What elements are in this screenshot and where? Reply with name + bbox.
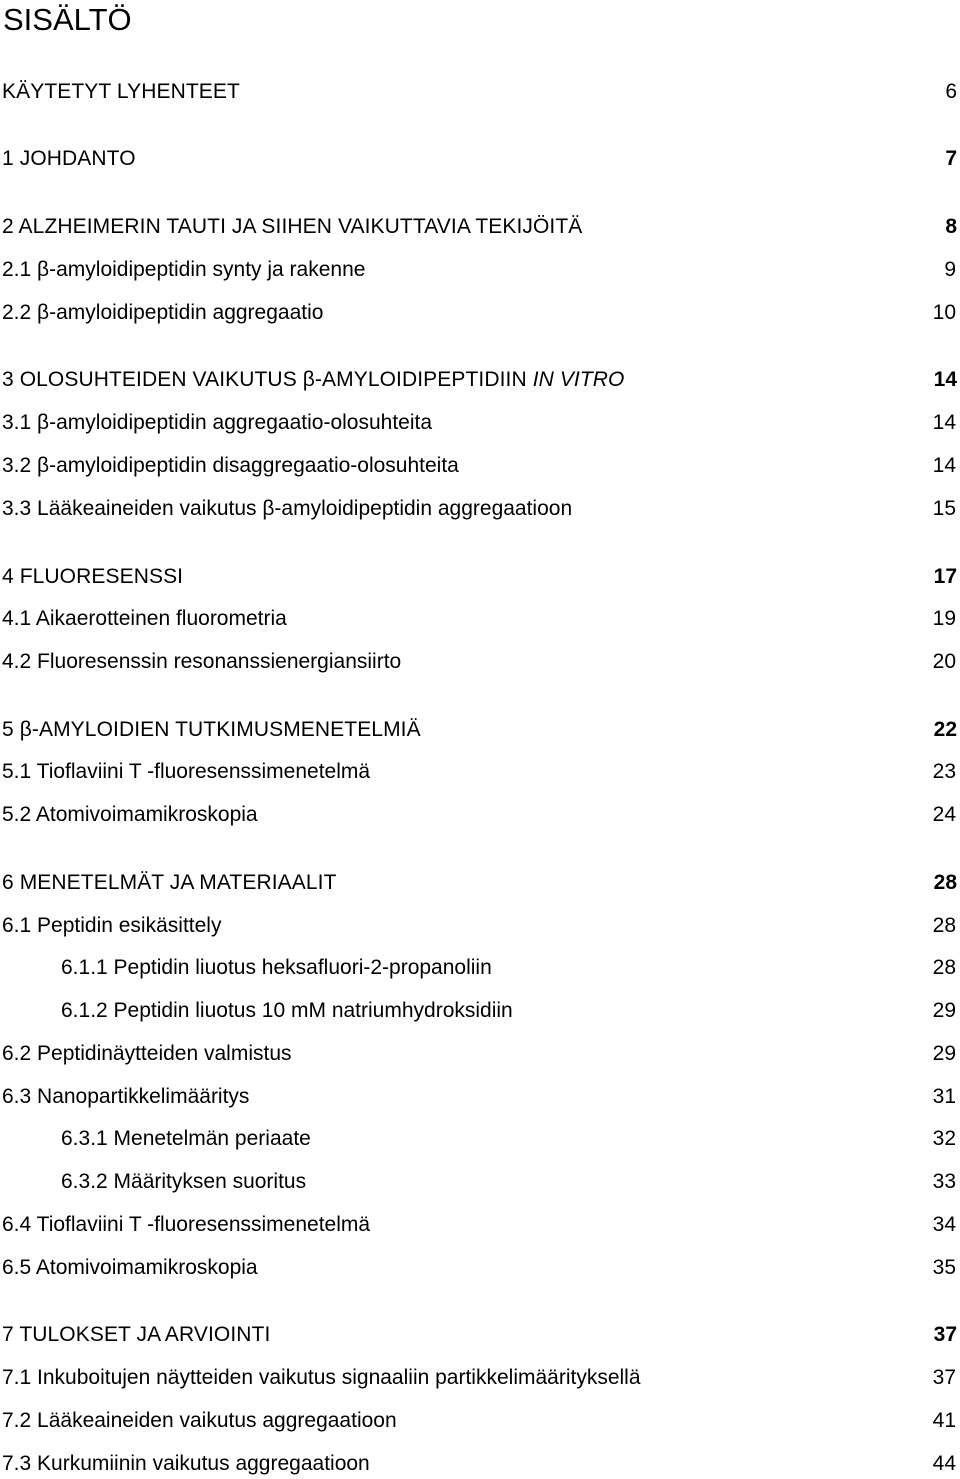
toc-page-number: 41 bbox=[932, 1409, 956, 1432]
toc-chapter-entry bbox=[0, 869, 960, 897]
toc-entry-title bbox=[2, 145, 136, 173]
toc-page-number: 28 bbox=[933, 871, 957, 894]
toc-page-number: 24 bbox=[932, 803, 956, 826]
toc-section-entry bbox=[0, 1168, 960, 1196]
toc-entry-title bbox=[2, 716, 421, 744]
toc-section-entry bbox=[0, 409, 960, 437]
toc-page-number: 28 bbox=[932, 956, 956, 979]
toc-entry-title-text: 3.3 Lääkeaineiden vaikutus β-amyloidipeptidin aggregaatioon bbox=[2, 497, 573, 520]
toc-page-number: 37 bbox=[933, 1323, 957, 1346]
toc-entry-title bbox=[2, 869, 337, 897]
toc-entry-title-text: 5.2 Atomivoimamikroskopia bbox=[2, 803, 258, 826]
toc-entry-title bbox=[2, 912, 221, 940]
toc-entry-title bbox=[2, 1083, 249, 1111]
toc-page-number: 7 bbox=[945, 147, 957, 170]
toc-entry-title-text: 4.2 Fluoresenssin resonanssienergiansiirto bbox=[2, 650, 402, 673]
toc-section-entry bbox=[0, 648, 960, 676]
toc-entry-title-text: 7.1 Inkuboitujen näytteiden vaikutus signaaliin partikkelimäärityksellä bbox=[2, 1366, 641, 1389]
toc-section-entry bbox=[0, 1450, 960, 1478]
toc-section-entry bbox=[0, 801, 960, 829]
page-title: SISÄLTÖ bbox=[3, 2, 132, 37]
toc-page-number: 17 bbox=[933, 565, 957, 588]
toc-section-entry bbox=[0, 1364, 960, 1392]
toc-page-number: 6 bbox=[945, 80, 957, 103]
toc-chapter-entry bbox=[0, 716, 960, 744]
toc-chapter-entry bbox=[0, 563, 960, 591]
toc-section-entry bbox=[0, 495, 960, 523]
toc-entry-title-text: 6.3 Nanopartikkelimääritys bbox=[2, 1085, 250, 1108]
toc-section-entry bbox=[0, 1211, 960, 1239]
toc-chapter-entry bbox=[0, 145, 960, 173]
toc-entry-title-text: 1 JOHDANTO bbox=[2, 147, 136, 170]
toc-page-number: 10 bbox=[932, 301, 956, 324]
toc-page-number: 28 bbox=[932, 914, 956, 937]
toc-entry-title bbox=[2, 1450, 370, 1478]
toc-chapter-entry bbox=[0, 213, 960, 241]
toc-page-number: 14 bbox=[932, 411, 956, 434]
toc-page-number: 23 bbox=[932, 760, 956, 783]
toc-entry-title bbox=[2, 256, 365, 284]
toc-page-number: 15 bbox=[932, 497, 956, 520]
toc-section-entry bbox=[0, 1407, 960, 1435]
toc-page-number: 35 bbox=[932, 1256, 956, 1279]
toc-page-number: 20 bbox=[932, 650, 956, 673]
toc-entry-title-text: 6.4 Tioflaviini T -fluoresenssimenetelmä bbox=[2, 1213, 371, 1236]
toc-chapter-entry bbox=[0, 366, 960, 394]
toc-section-entry bbox=[0, 452, 960, 480]
toc-page-number: 37 bbox=[932, 1366, 956, 1389]
toc-page-number: 32 bbox=[932, 1127, 956, 1150]
toc-page-number: 14 bbox=[932, 454, 956, 477]
toc-entry-title bbox=[2, 1254, 258, 1282]
toc-page-number: 9 bbox=[944, 258, 956, 281]
toc-entry-title bbox=[2, 1364, 641, 1392]
toc-entry-title-text: 6 MENETELMÄT JA MATERIAALIT bbox=[2, 871, 337, 894]
toc-page-number: 44 bbox=[932, 1452, 956, 1475]
toc-section-entry bbox=[0, 954, 960, 982]
toc-section-entry bbox=[0, 1254, 960, 1282]
toc-section-entry bbox=[0, 605, 960, 633]
toc-entry-title bbox=[61, 1125, 311, 1153]
toc-entry-title-text: 6.1.1 Peptidin liuotus heksafluori-2-propanoliin bbox=[61, 956, 492, 979]
toc-entry-title bbox=[2, 1407, 397, 1435]
toc-section-entry bbox=[0, 758, 960, 786]
toc-entry-title bbox=[2, 605, 287, 633]
toc-entry-title bbox=[2, 78, 240, 106]
toc-page-number: 29 bbox=[932, 999, 956, 1022]
toc-entry-title-text: 6.1.2 Peptidin liuotus 10 mM natriumhydroksidiin bbox=[61, 999, 513, 1022]
toc-entry-title bbox=[2, 1211, 370, 1239]
toc-entry-title-text: 6.5 Atomivoimamikroskopia bbox=[2, 1256, 258, 1279]
toc-page-number: 8 bbox=[945, 215, 957, 238]
toc-page-number: 22 bbox=[933, 718, 957, 741]
toc-entry-title bbox=[2, 648, 401, 676]
toc-entry-title-text: 6.2 Peptidinäytteiden valmistus bbox=[2, 1042, 292, 1065]
toc-entry-title bbox=[2, 299, 323, 327]
toc-page-number: 29 bbox=[932, 1042, 956, 1065]
toc-page-number: 14 bbox=[933, 368, 957, 391]
toc-entry-title bbox=[2, 366, 625, 394]
toc-entry-title-text: 2 ALZHEIMERIN TAUTI JA SIIHEN VAIKUTTAVIA TEKIJÖITÄ bbox=[2, 215, 583, 238]
toc-section-entry bbox=[0, 256, 960, 284]
toc-entry-title-text: 6.1 Peptidin esikäsittely bbox=[2, 914, 222, 937]
toc-section-entry bbox=[0, 299, 960, 327]
toc-entry-title bbox=[2, 213, 582, 241]
toc-entry-title-italic: IN VITRO bbox=[532, 368, 625, 391]
toc-entry-title bbox=[61, 954, 492, 982]
toc-entry-title-text: 5 β-AMYLOIDIEN TUTKIMUSMENETELMIÄ bbox=[2, 718, 421, 741]
toc-section-entry bbox=[0, 1125, 960, 1153]
toc-entry-title-text: 3 OLOSUHTEIDEN VAIKUTUS β-AMYLOIDIPEPTIDIIN bbox=[2, 368, 533, 391]
toc-entry-title-text: 7.2 Lääkeaineiden vaikutus aggregaatioon bbox=[2, 1409, 397, 1432]
toc-entry-title-text: 4 FLUORESENSSI bbox=[2, 565, 184, 588]
toc-entry-title bbox=[2, 758, 370, 786]
toc-section-entry bbox=[0, 997, 960, 1025]
toc-entry-title-text: 6.3.1 Menetelmän periaate bbox=[61, 1127, 311, 1150]
toc-entry-title bbox=[2, 452, 459, 480]
toc-section-entry bbox=[0, 912, 960, 940]
toc-page-number: 34 bbox=[932, 1213, 956, 1236]
toc-entry-title bbox=[2, 1321, 270, 1349]
toc-entry-title-text: KÄYTETYT LYHENTEET bbox=[2, 80, 240, 103]
toc-entry-title bbox=[2, 563, 183, 591]
toc-entry-title bbox=[61, 1168, 306, 1196]
toc-chapter-entry bbox=[0, 78, 960, 106]
toc-entry-title-text: 6.3.2 Määrityksen suoritus bbox=[61, 1170, 307, 1193]
toc-entry-title-text: 4.1 Aikaerotteinen fluorometria bbox=[2, 607, 287, 630]
toc-entry-title-text: 7 TULOKSET JA ARVIOINTI bbox=[2, 1323, 271, 1346]
toc-entry-title-text: 2.2 β-amyloidipeptidin aggregaatio bbox=[2, 301, 324, 324]
toc-entry-title bbox=[61, 997, 513, 1025]
toc-page-number: 33 bbox=[932, 1170, 956, 1193]
toc-entry-title-text: 2.1 β-amyloidipeptidin synty ja rakenne bbox=[2, 258, 366, 281]
toc-entry-title-text: 3.1 β-amyloidipeptidin aggregaatio-olosuhteita bbox=[2, 411, 433, 434]
toc-section-entry bbox=[0, 1040, 960, 1068]
toc-page-number: 19 bbox=[932, 607, 956, 630]
toc-entry-title-text: 5.1 Tioflaviini T -fluoresenssimenetelmä bbox=[2, 760, 371, 783]
toc-entry-title bbox=[2, 409, 432, 437]
toc-entry-title bbox=[2, 801, 258, 829]
toc-page-number: 31 bbox=[932, 1085, 956, 1108]
toc-entry-title-text: 3.2 β-amyloidipeptidin disaggregaatio-olosuhteita bbox=[2, 454, 459, 477]
toc-section-entry bbox=[0, 1083, 960, 1111]
toc-chapter-entry bbox=[0, 1321, 960, 1349]
toc-entry-title bbox=[2, 1040, 292, 1068]
toc-entry-title bbox=[2, 495, 572, 523]
toc-entry-title-text: 7.3 Kurkumiinin vaikutus aggregaatioon bbox=[2, 1452, 370, 1475]
